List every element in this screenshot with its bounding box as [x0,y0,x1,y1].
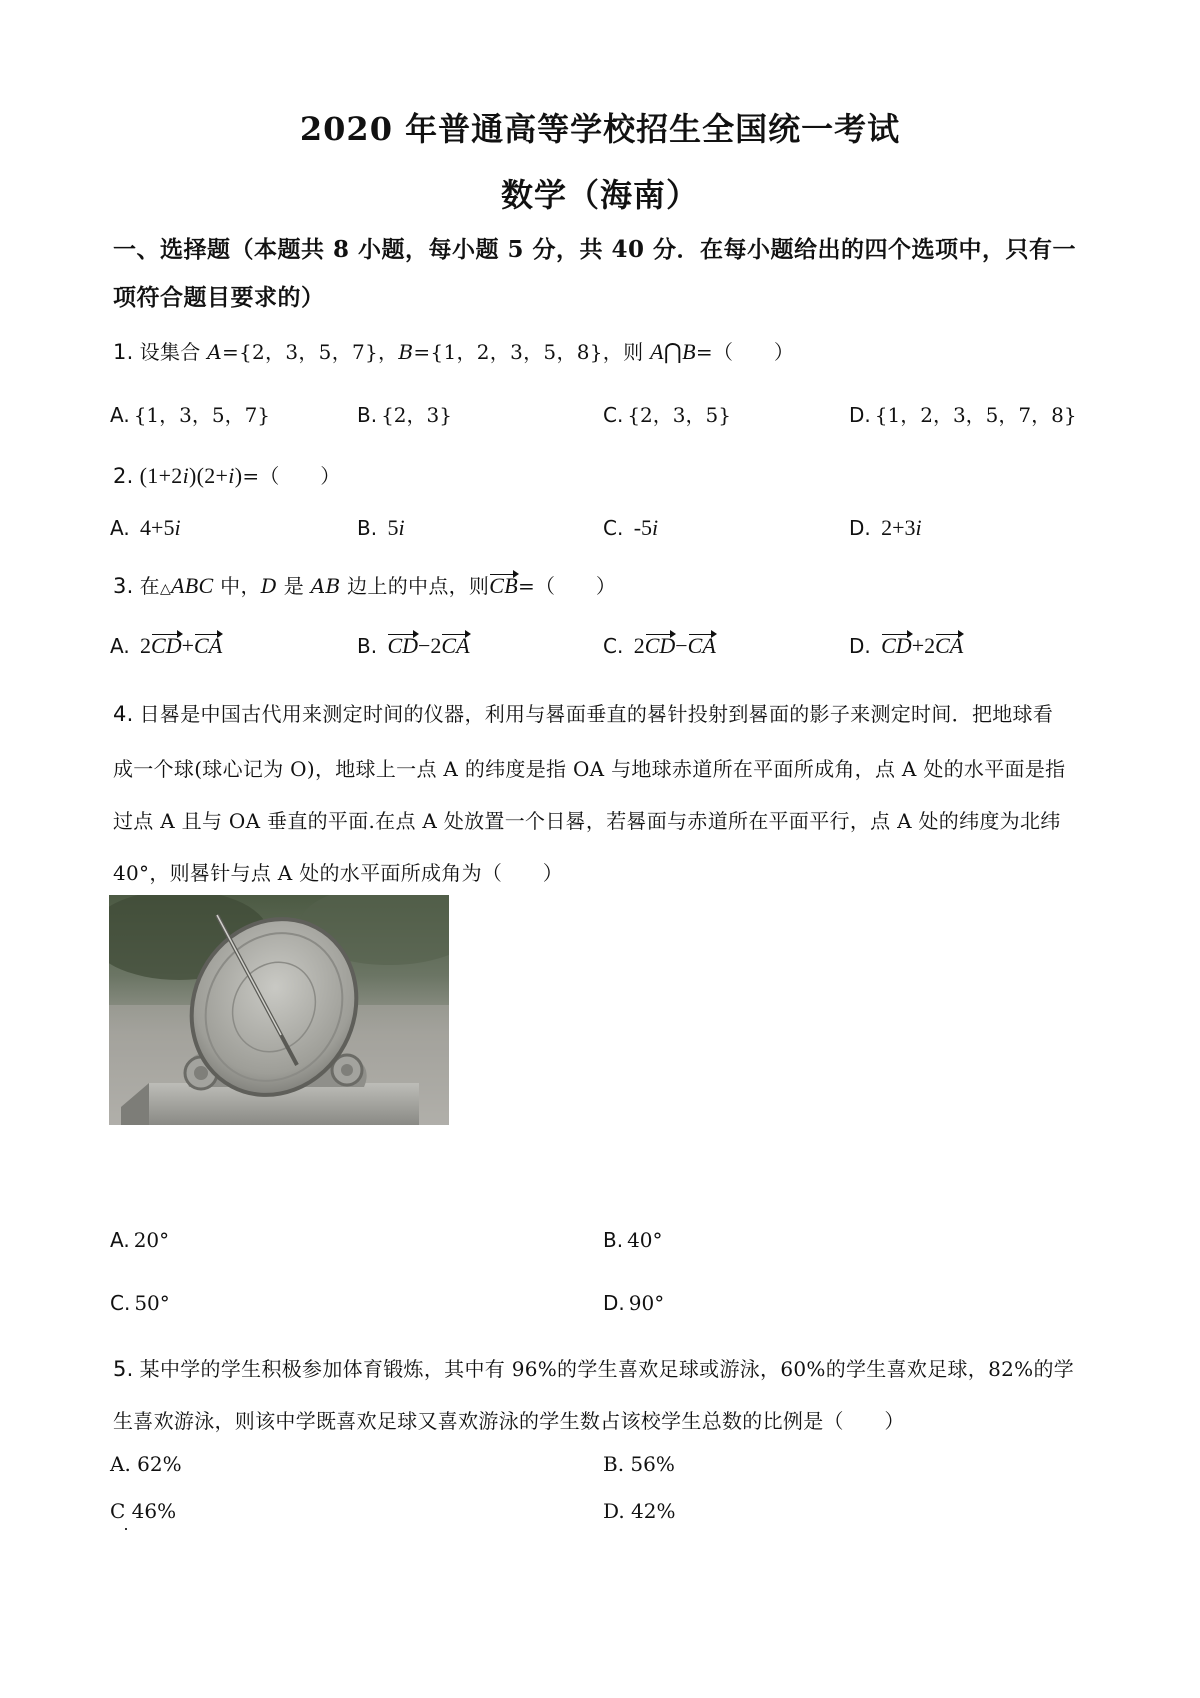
q1-option-b[interactable]: B. {2，3} [357,403,452,427]
question-4-line1: 4. 日晷是中国古代用来测定时间的仪器，利用与晷面垂直的晷针投射到晷面的影子来测定时间．把地球看 [113,702,1054,726]
q2-option-c[interactable]: C. -5i [603,515,659,540]
sundial-photo [109,895,449,1125]
q3-option-b[interactable]: B. CD−2CA [357,633,470,658]
q2-option-a[interactable]: A. 4+5i [110,515,181,540]
q4-option-d[interactable]: D. 90° [603,1291,665,1315]
section-heading-line2: 项符合题目要求的） [113,284,325,311]
q5-option-d[interactable]: D. 42% [603,1499,676,1523]
vector-cb: CB [489,573,518,598]
q1-option-a[interactable]: A. {1，3，5，7} [110,403,271,427]
q3-option-c[interactable]: C. 2CD−CA [603,633,716,658]
question-number: 5. [113,1357,134,1381]
exam-title: 2020 年普通高等学校招生全国统一考试 [299,110,901,148]
q4-option-a[interactable]: A. 20° [110,1228,170,1252]
q4-option-c[interactable]: C. 50° [110,1291,170,1315]
question-3-stem: 3. 在△ABC 中，D 是 AB 边上的中点，则CB=（ ） [113,573,617,598]
q3-option-d[interactable]: D. CD+2CA [849,633,964,658]
question-number: 3. [113,574,134,598]
question-4-line4: 40°，则晷针与点 A 处的水平面所成角为（ ） [113,861,564,885]
question-1-stem: 1. 设集合 A={2，3，5，7}，B={1，2，3，5，8}，则 A⋂B=（ ） [113,339,795,364]
q5-option-a[interactable]: A. 62% [110,1452,182,1476]
q3-option-a[interactable]: A. 2CD+CA [110,633,223,658]
question-4-line2: 成一个球(球心记为 O)，地球上一点 A 的纬度是指 OA 与地球赤道所在平面所成角，点 A 处的水平面是指 [113,757,1066,781]
q2-option-d[interactable]: D. 2+3i [849,515,922,540]
question-5-line1: 5. 某中学的学生积极参加体育锻炼，其中有 96%的学生喜欢足球或游泳，60%的学生喜欢足球，82%的学 [113,1357,1075,1381]
question-4-line3: 过点 A 且与 OA 垂直的平面.在点 A 处放置一个日晷，若晷面与赤道所在平面平行，点 A 处的纬度为北纬 [113,809,1061,833]
section-heading-line1: 一、选择题（本题共 8 小题，每小题 5 分，共 40 分．在每小题给出的四个选项中，只有一 [113,236,1077,263]
q5-option-c[interactable]: C 46% [110,1499,177,1523]
q4-option-b[interactable]: B. 40° [603,1228,663,1252]
question-number: 1. [113,340,134,364]
question-5-line2: 生喜欢游泳，则该中学既喜欢足球又喜欢游泳的学生数占该校学生总数的比例是（ ） [113,1409,905,1433]
q1-option-d[interactable]: D. {1，2，3，5，7，8} [849,403,1077,427]
stray-dot [125,1528,127,1530]
q5-option-b[interactable]: B. 56% [603,1452,675,1476]
q2-option-b[interactable]: B. 5i [357,515,405,540]
question-number: 4. [113,702,134,726]
exam-subtitle: 数学（海南） [500,176,699,214]
q1-option-c[interactable]: C. {2，3，5} [603,403,731,427]
question-2-stem: 2. (1+2i)(2+i)=（ ） [113,463,341,488]
question-number: 2. [113,464,134,488]
